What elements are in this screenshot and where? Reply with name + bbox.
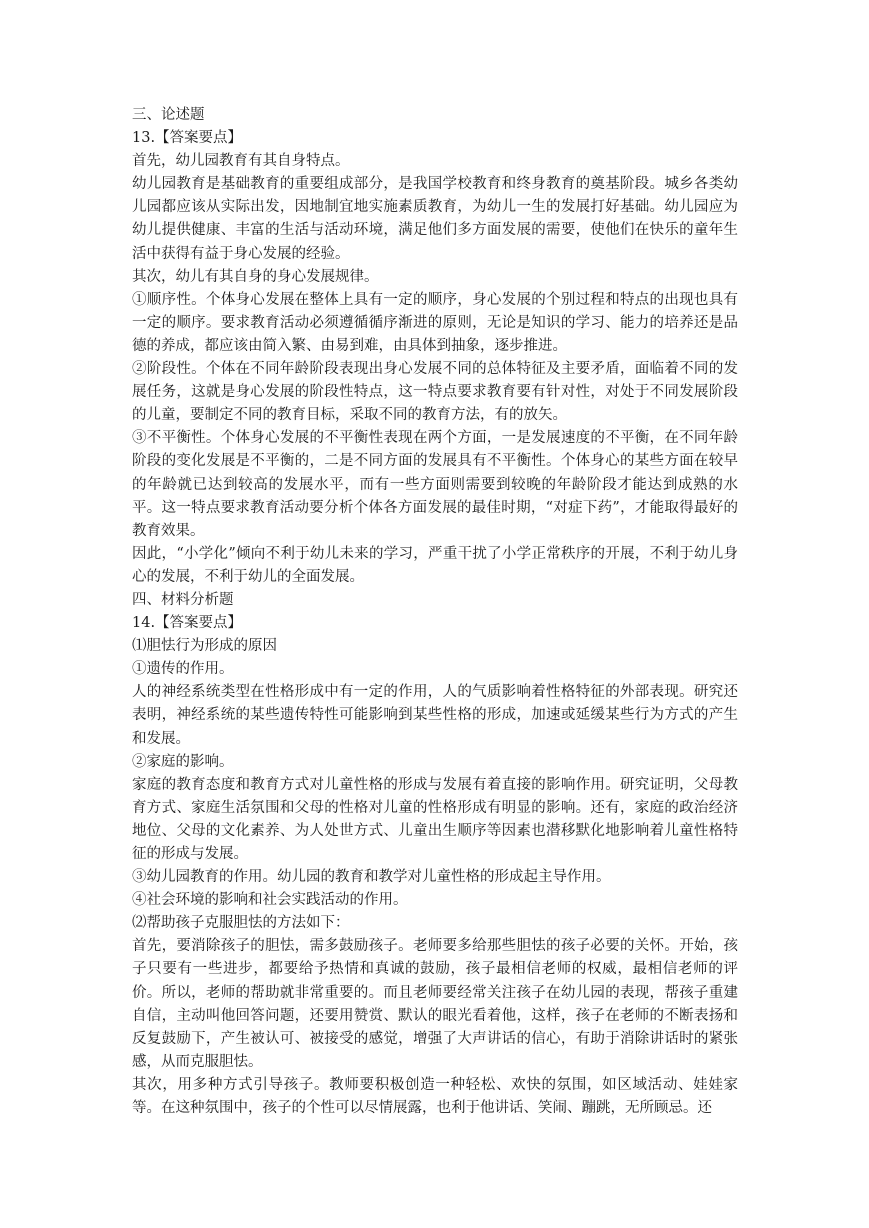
paragraph: ②阶段性。个体在不同年龄阶段表现出身心发展不同的总体特征及主要矛盾，面临着不同的发展任务，这就是身心发展的阶段性特点，这一特点要求教育要有针对性，对处于不同发展阶段的儿童，要制定不同的教育目标，采取不同的教育方法，有的放矢。	[132, 361, 738, 424]
paragraph: ①遗传的作用。	[132, 661, 234, 678]
section-heading-material-analysis: 四、材料分析题	[132, 591, 234, 608]
paragraph: 家庭的教育态度和教育方式对儿童性格的形成与发展有着直接的影响作用。研究证明，父母教育方式、家庭生活氛围和父母的性格对儿童的性格形成有明显的影响。还有，家庭的政治经济地位、父母的文化素养、为人处世方式、儿童出生顺序等因素也潜移默化地影响着儿童性格特征的形成与发展。	[132, 776, 738, 862]
paragraph: ①顺序性。个体身心发展在整体上具有一定的顺序，身心发展的个别过程和特点的出现也具有一定的顺序。要求教育活动必须遵循循序渐进的原则，无论是知识的学习、能力的培养还是品德的养成，都应该由简入繁、由易到难，由具体到抽象，逐步推进。	[132, 291, 738, 354]
document-body	[132, 104, 738, 1120]
paragraph: ②家庭的影响。	[132, 753, 234, 770]
paragraph: ④社会环境的影响和社会实践活动的作用。	[132, 892, 408, 909]
paragraph: 幼儿园教育是基础教育的重要组成部分，是我国学校教育和终身教育的奠基阶段。城乡各类幼儿园都应该从实际出发，因地制宜地实施素质教育，为幼儿一生的发展打好基础。幼儿园应为幼儿提供健康、丰富的生活与活动环境，满足他们多方面发展的需要，使他们在快乐的童年生活中获得有益于身心发展的经验。	[132, 176, 738, 262]
paragraph: 首先，要消除孩子的胆怯，需多鼓励孩子。老师要多给那些胆怯的孩子必要的关怀。开始，孩子只要有一些进步，都要给予热情和真诚的鼓励，孩子最相信老师的权威，最相信老师的评价。所以，老师的帮助就非常重要的。而且老师要经常关注孩子在幼儿园的表现，帮孩子重建自信，主动叫他回答问题，还要用赞赏、默认的眼光看着他，这样，孩子在老师的不断表扬和反复鼓励下，产生被认可、被接受的感觉，增强了大声讲话的信心，有助于消除讲话时的紧张感，从而克服胆怯。	[132, 938, 738, 1070]
paragraph: ③不平衡性。个体身心发展的不平衡性表现在两个方面，一是发展速度的不平衡，在不同年龄阶段的变化发展是不平衡的，二是不同方面的发展具有不平衡性。个体身心的某些方面在较早的年龄就已达到较高的发展水平，而有一些方面则需要到较晚的年龄阶段才能达到成熟的水平。这一特点要求教育活动要分析个体各方面发展的最佳时期，“对症下药”，才能取得最好的教育效果。	[132, 430, 738, 539]
paragraph: 首先，幼儿园教育有其自身特点。	[132, 153, 350, 170]
paragraph: ③幼儿园教育的作用。幼儿园的教育和教学对儿童性格的形成起主导作用。	[132, 869, 611, 886]
paragraph: 因此，“小学化”倾向不利于幼儿未来的学习，严重干扰了小学正常秩序的开展，不利于幼儿身心的发展，不利于幼儿的全面发展。	[132, 545, 738, 585]
subheading: ⑴胆怯行为形成的原因	[132, 638, 277, 655]
paragraph: 其次，用多种方式引导孩子。教师要积极创造一种轻松、欢快的氛围，如区域活动、娃娃家等。在这种氛围中，孩子的个性可以尽情展露，也利于他讲话、笑闹、蹦跳，无所顾忌。还	[132, 1076, 738, 1117]
section-heading-essay: 三、论述题	[132, 107, 205, 123]
answer-heading-14: 14.【答案要点】	[132, 615, 243, 632]
answer-heading-13: 13.【答案要点】	[132, 130, 243, 147]
paragraph: 人的神经系统类型在性格形成中有一定的作用，人的气质影响着性格特征的外部表现。研究还表明，神经系统的某些遗传特性可能影响到某些性格的形成，加速或延缓某些行为方式的产生和发展。	[132, 684, 738, 747]
subheading: ⑵帮助孩子克服胆怯的方法如下：	[132, 915, 350, 932]
paragraph: 其次，幼儿有其自身的身心发展规律。	[132, 268, 379, 285]
